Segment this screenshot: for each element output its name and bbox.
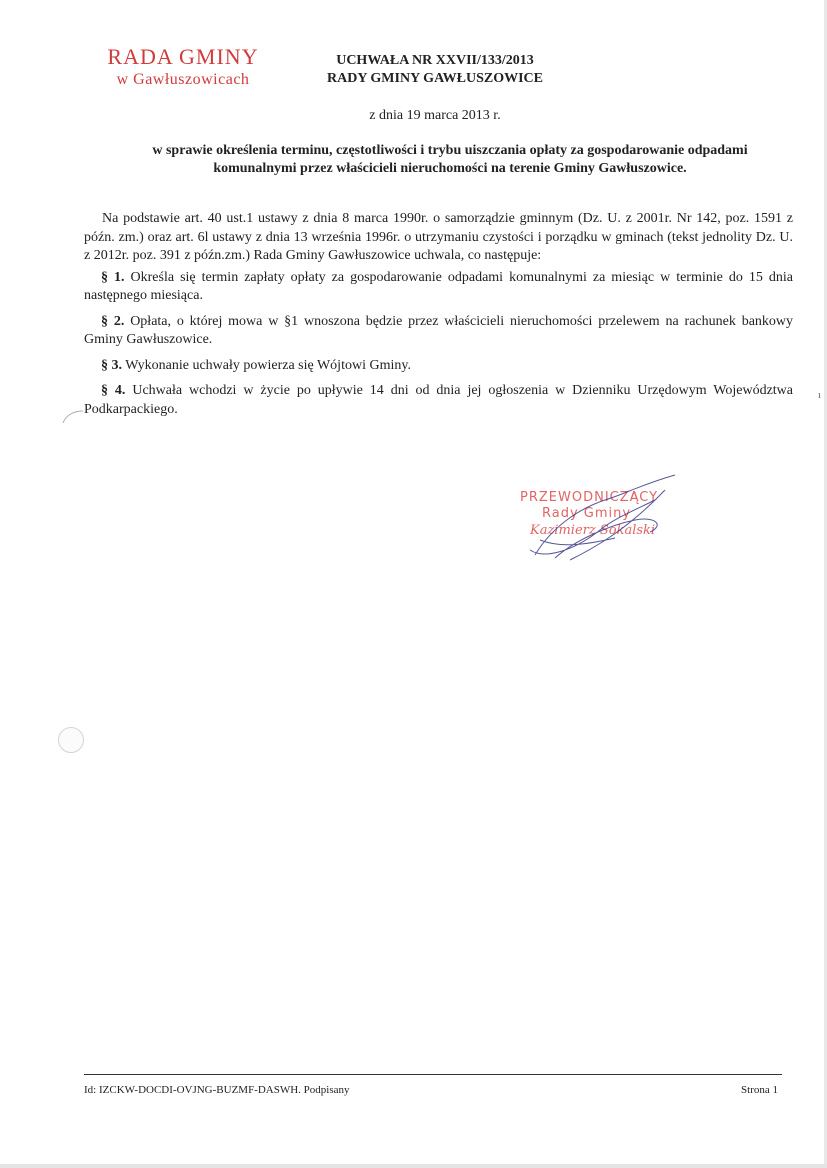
section-4-label: § 4. [101, 383, 126, 398]
section-4 [84, 382, 793, 419]
handwritten-signature [515, 470, 690, 570]
document-id: Id: IZCKW-DOCDI-OVJNG-BUZMF-DASWH. Podpisany [84, 1084, 350, 1096]
resolution-body [84, 210, 793, 426]
council-stamp [88, 45, 278, 91]
chairman-stamp-line1: PRZEWODNICZĄCY [520, 490, 659, 505]
section-2-text: Opłata, o której mowa w §1 wnoszona będzie przez właścicieli nieruchomości przelewem na rachunek bankowy Gminy Gawłuszowice. [84, 313, 794, 347]
section-4-text: Uchwała wchodzi w życie po upływie 14 dni od dnia jej ogłoszenia w Dzienniku Urzędowym Województwa Podkarpackiego. [84, 383, 794, 417]
section-3-text: Wykonanie uchwały powierza się Wójtowi Gminy. [125, 357, 411, 373]
page-number: Strona 1 [741, 1084, 778, 1096]
resolution-issuer: RADY GMINY GAWŁUSZOWICE [327, 71, 543, 86]
council-stamp-line2: w Gawłuszowicach [116, 71, 250, 88]
chairman-stamp-line2: Rady Gminy [542, 506, 632, 521]
section-1-text: Określa się termin zapłaty opłaty za gospodarowanie odpadami komunalnymi za miesiąc w terminie do 15 dnia następnego miesiąca. [84, 269, 793, 303]
scan-edge-bottom [0, 1164, 827, 1168]
subject-line-2: komunalnymi przez właścicieli nieruchomości na terenie Gminy Gawłuszowice. [213, 161, 687, 176]
resolution-number: UCHWAŁA NR XXVII/133/2013 [336, 53, 534, 68]
preamble: Na podstawie art. 40 ust.1 ustawy z dnia 8 marca 1990r. o samorządzie gminnym (Dz. U. z 2001r. Nr 142, poz. 1591 z późn. zm.) oraz art. 6l ustawy z dnia 13 września 1996r. o utrzymaniu czystości i porządku w gminach (tekst jednolity Dz. U. z 2012r. poz. 391 z późn.zm.) Rada Gminy Gawłuszowice uchwala, co następuje: [84, 211, 793, 263]
resolution-title [300, 52, 570, 88]
section-3 [84, 357, 793, 376]
resolution-subject [100, 142, 800, 178]
section-1 [84, 269, 793, 306]
section-3-label: § 3. [101, 357, 122, 373]
footer-divider [84, 1074, 782, 1075]
section-1-label: § 1. [101, 269, 125, 285]
punch-hole [58, 727, 84, 753]
resolution-date: z dnia 19 marca 2013 r. [369, 108, 501, 123]
section-2-label: § 2. [101, 313, 125, 329]
council-stamp-line1: RADA GMINY [107, 44, 259, 69]
section-2 [84, 313, 793, 350]
scan-curl-mark [62, 410, 84, 424]
subject-line-1: w sprawie określenia terminu, częstotliwości i trybu uiszczania opłaty za gospodarowanie odpadami [152, 143, 748, 158]
chairman-stamp-line3: Kazimierz Sokalski [530, 523, 656, 538]
margin-mark: ı [818, 390, 821, 401]
